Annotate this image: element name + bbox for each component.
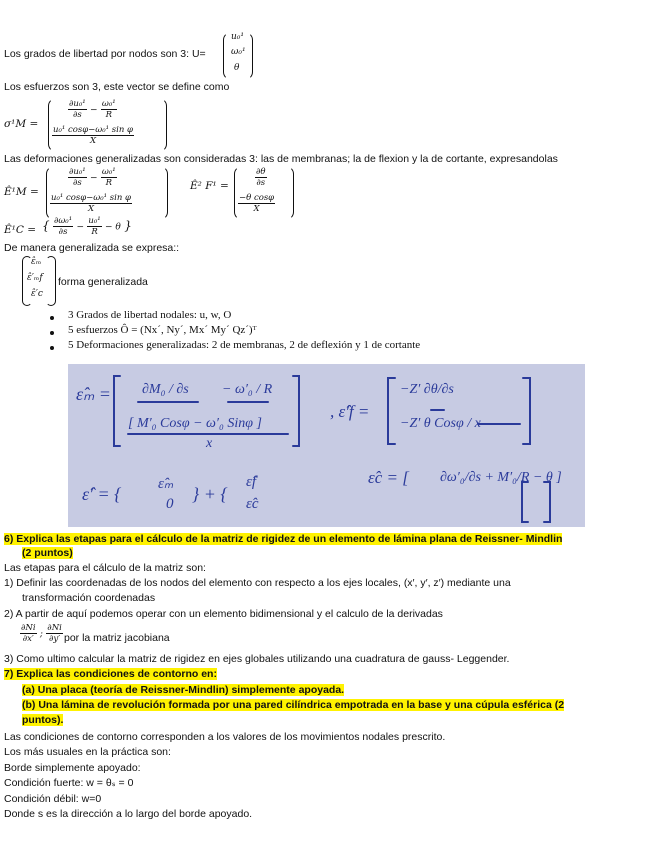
q7-p5: Condición débil: w=0 (4, 793, 102, 805)
gen-em: ε̂ₘ (31, 257, 42, 267)
hw-ef-r2: −Z′ θ Cosφ / x (400, 416, 481, 431)
general-brace-right (46, 256, 56, 306)
hw-ef-label: , ε̂′f = (330, 402, 370, 421)
handwritten-photo (68, 364, 585, 527)
q7-a: (a) Una placa (teoría de Reissner-Mindlin) simplemente apoyada. (22, 684, 345, 696)
hw-em-r2: [ M′₀ Cosφ − ω′₀ Sinφ ] (128, 416, 262, 431)
hw-em-label: ε̂ₘ = (76, 384, 111, 404)
q6-step2a: 2) A partir de aquí podemos operar con un elemento bidimensional y el calculo de la derivadas (4, 608, 443, 620)
bullet-1: 3 Grados de libertad nodales: u, w, O (68, 309, 232, 321)
hw-e-a: ε̂ₘ (158, 476, 174, 492)
q6-step3: 3) Como ultimo calcular la matriz de rigidez en ejes globales utilizando una cuadratura de gauss- Leggender. (4, 653, 510, 665)
q7-p3: Borde simplemente apoyado: (4, 762, 141, 774)
gen-emf: ε̂′ₘf (27, 273, 43, 283)
hw-ef-r1: −Z′ ∂θ/∂s (400, 382, 454, 397)
hw-em-r2-den: x (206, 436, 213, 451)
stress-text: Los esfuerzos son 3, este vector se define como (4, 81, 230, 93)
q6-step1b: transformación coordenadas (22, 592, 156, 604)
dof-theta: θ (234, 63, 240, 73)
hw-ec-label: ε̂c = [ (368, 468, 409, 487)
hw-e-b: 0 (166, 496, 174, 512)
sigma-row2: $\frac{\text{u₀¹ cosφ−ω₀¹ sin φ}}{X}$ (53, 125, 133, 146)
q6-step2-fracs: $\frac{\partial Ni}{\partial x'}$ ; $\frac{\partial Ni}{\partial y'}$ (21, 623, 62, 644)
general-text: De manera generalizada se expresa:: (4, 242, 180, 254)
gen-ec: ε̂′c (31, 289, 43, 299)
q6-step1a: 1) Definir las coordenadas de los nodos del elemento con respecto a los ejes locales, (x′, y′, z′) mediante una (4, 577, 511, 589)
e2f-row1: $\frac{\partial\theta}{\partial s}$ (256, 167, 266, 188)
q7-b1: (b) Una lámina de revolución formada por una pared cilíndrica empotrada en la base y una cúpula esférica (2 (22, 699, 565, 711)
sigma-row1: $\frac{\text{∂u₀¹}}{\partial s}$ − $\frac{\text{ω₀¹}}{R}$ (69, 99, 116, 120)
hw-ec-expr: ∂ω′₀/∂s + M′₀/R − θ ] (440, 470, 562, 485)
dof-text: Los grados de libertad por nodos son 3: U= (4, 48, 206, 60)
sigma-label: σ¹M = (4, 118, 39, 130)
q6-step2b: por la matriz jacobiana (64, 632, 170, 644)
hw-e-d: ε̂c (246, 496, 259, 512)
e1m-row1: $\frac{\text{∂u₀¹}}{\partial s}$ − $\frac{\text{ω₀¹}}{R}$ (69, 167, 116, 188)
q7-p2: Los más usuales en la práctica son: (4, 746, 171, 758)
q6-intro: Las etapas para el cálculo de la matriz son: (4, 562, 206, 574)
e1c-expr: { $\frac{\text{∂ω₀¹}}{\partial s}$ − $\frac{\text{u₀¹}}{R}$ − θ } (42, 216, 132, 237)
e1c-label: Ê¹C = (4, 224, 37, 236)
q6-title: 6) Explica las etapas para el cálculo de la matriz de rigidez de un elemento de lámina plana de Reissner- Mindlin (4, 533, 563, 545)
q7-p6: Donde s es la dirección a lo largo del borde apoyado. (4, 808, 253, 820)
q6-points: (2 puntos) (22, 547, 73, 559)
q7-p4: Condición fuerte: w = θₛ = 0 (4, 777, 134, 789)
bullet-dot (50, 346, 54, 350)
q7-p1: Las condiciones de contorno corresponden a los valores de los movimientos nodales prescrito. (4, 731, 446, 743)
dof-w: ω₀¹ (231, 47, 246, 57)
hw-e-plus: } + { (192, 484, 228, 504)
hw-e-c: ε̂f (246, 474, 257, 490)
e1m-label: Ê¹M = (4, 186, 39, 198)
e1m-row2: $\frac{\text{u₀¹ cosφ−ω₀¹ sin φ}}{X}$ (51, 193, 131, 214)
deform-text: Las deformaciones generalizadas son consideradas 3: las de membranas; la de flexion y la de cortante, expresandolas (4, 153, 558, 165)
general-caption: forma generalizada (58, 276, 148, 288)
q7-title: 7) Explica las condiciones de contorno en: (4, 668, 217, 680)
hw-em-r1a: ∂M₀ / ∂s (142, 382, 189, 397)
hw-em-r1b: − ω′₀ / R (222, 382, 273, 397)
dof-u: u₀¹ (231, 32, 245, 42)
hw-e-label: ε̂′ = { (82, 484, 122, 504)
e2f-label: Ê² F¹ = (190, 180, 229, 192)
bullet-2: 5 esfuerzos Ô = (Nx´, Ny´, Mx´ My´ Qz´)ᵀ (68, 324, 257, 336)
bullet-dot (50, 316, 54, 320)
e2f-row2: $\frac{\text{−θ cosφ}}{X}$ (239, 193, 275, 214)
q7-b2: puntos). (22, 714, 64, 726)
bullet-3: 5 Deformaciones generalizadas: 2 de membranas, 2 de deflexión y 1 de cortante (68, 339, 421, 351)
bullet-dot (50, 331, 54, 335)
